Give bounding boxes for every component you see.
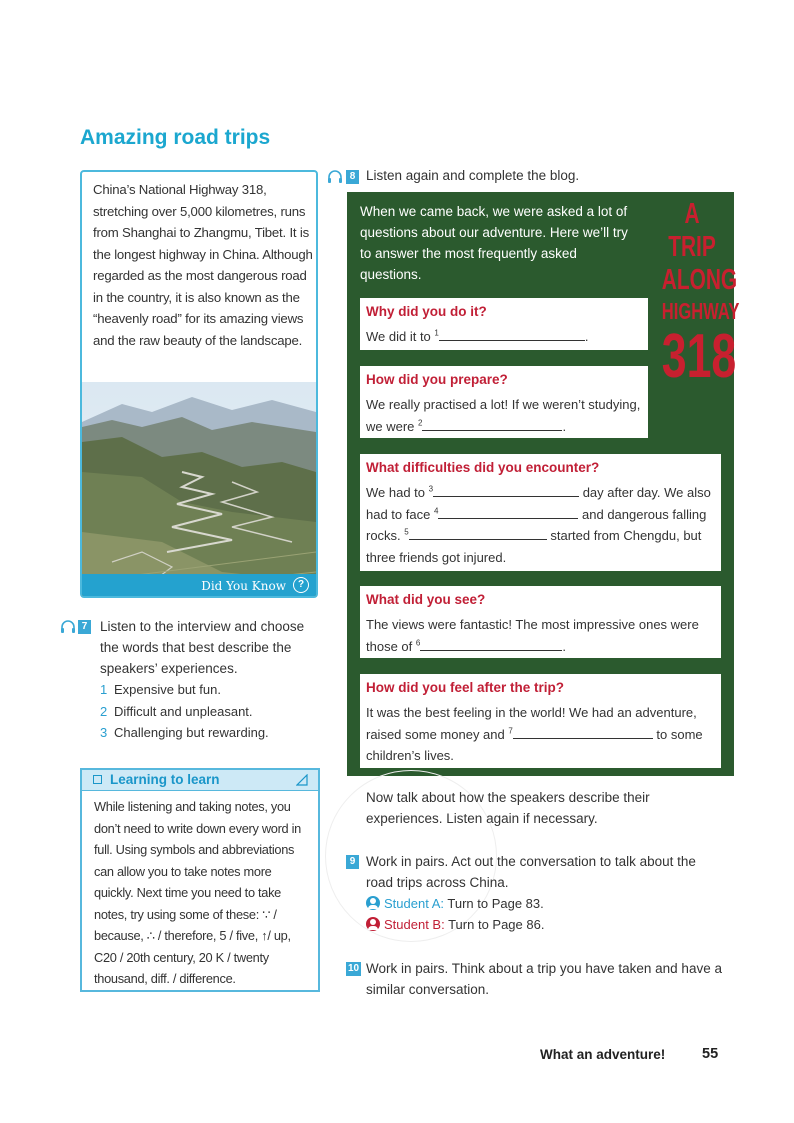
exercise-number-7: 7: [78, 620, 91, 634]
blank-1[interactable]: [439, 327, 585, 341]
exercise-number-9: 9: [346, 855, 359, 869]
exercise-7: [100, 616, 322, 744]
learning-to-learn-title: Learning to learn: [110, 772, 220, 787]
headphones-icon: [327, 170, 343, 184]
question-2: How did you prepare?: [366, 372, 508, 387]
question-1: Why did you do it?: [366, 304, 487, 319]
square-icon: [93, 775, 102, 784]
blank-4[interactable]: [438, 505, 578, 519]
student-a-label: Student A:: [384, 896, 444, 911]
did-you-know-label: Did You Know: [201, 579, 286, 593]
student-b-label: Student B:: [384, 917, 445, 932]
question-box-2: [360, 366, 648, 438]
exercise-10-instruction: Work in pairs. Think about a trip you have taken and have a similar conversation.: [366, 961, 722, 997]
question-box-5: [360, 674, 721, 768]
answer-4: The views were fantastic! The most impressive ones were those of $^6$ .: [366, 617, 699, 654]
did-you-know-text: China’s National Highway 318, stretching over 5,000 kilometres, runs from Shanghai to Zhangmu, Tibet. It is the longest highway in China. Although regarded as the most dangerous road in the country, it is also known as the “heavenly road” for its amazing views and the raw beauty of the landscape.: [93, 182, 313, 348]
question-box-3: [360, 454, 721, 571]
answer-5: It was the best feeling in the world! We had an adventure, raised some money and $^7$ to some children’s lives.: [366, 705, 703, 763]
question-5: How did you feel after the trip?: [366, 680, 565, 695]
question-circle-icon: ?: [293, 577, 309, 593]
learning-to-learn-box: [80, 768, 320, 992]
blank-3[interactable]: [433, 483, 579, 497]
highway-landscape-photo: [82, 382, 316, 598]
student-b-line: Student B: Turn to Page 86.: [366, 914, 726, 935]
exercise-8-instruction: Listen again and complete the blog.: [366, 168, 580, 183]
headphones-icon: [60, 620, 76, 634]
answer-3: We had to $^3$ day after day. We also had to face $^4$ and dangerous falling rocks. $^5$ started from Chengdu, but three friends got injured.: [366, 484, 711, 565]
option-1: 1 Expensive but fun.: [100, 682, 221, 697]
learning-to-learn-text: While listening and taking notes, you don’t need to write down every word in full. Using symbols and abbreviations can allow you to take notes more quickly. Next time you need to take notes, try using some of these: ∵ / because, ∴ / therefore, 5 / five, ↑/ up, C20 / 20th century, 20 K / twenty thousand, diff. / difference.: [94, 799, 301, 986]
option-2: 2 Difficult and unpleasant.: [100, 703, 253, 719]
question-box-4: [360, 586, 721, 658]
exercise-number-8: 8: [346, 170, 359, 184]
student-b-icon: [366, 917, 380, 931]
blog-panel: [347, 192, 740, 776]
blank-5[interactable]: [409, 526, 547, 540]
student-a-icon: [366, 896, 380, 910]
did-you-know-box: [80, 170, 318, 598]
blank-2[interactable]: [422, 417, 562, 431]
answer-1: We did it to $^1$ .: [366, 328, 589, 344]
question-4: What did you see?: [366, 592, 486, 607]
answer-2: We really practised a lot! If we weren’t studying, we were $^2$ .: [366, 397, 641, 434]
talk-instruction: Now talk about how the speakers describe their experiences. Listen again if necessary.: [366, 790, 650, 826]
blog-intro: When we came back, we were asked a lot of questions about our adventure. Here we’ll try to answer the most frequently asked questions.: [360, 204, 628, 282]
student-a-line: Student A: Turn to Page 83.: [366, 893, 726, 914]
blank-7[interactable]: [513, 725, 653, 739]
learning-to-learn-header: [82, 770, 318, 791]
corner-triangle-icon: [296, 774, 308, 786]
did-you-know-bar: [82, 574, 316, 596]
exercise-7-instruction: Listen to the interview and choose the words that best describe the speakers’ experiences.: [100, 619, 305, 676]
blog-title: A TRIP ALONG HIGHWAY 318: [661, 198, 740, 391]
option-3: 3 Challenging but rewarding.: [100, 725, 269, 740]
page-number: 55: [702, 1046, 719, 1062]
page-title: Amazing road trips: [80, 126, 271, 149]
question-box-1: [360, 298, 648, 350]
exercise-9-instruction: Work in pairs. Act out the conversation to talk about the road trips across China.: [366, 854, 696, 890]
question-3: What difficulties did you encounter?: [366, 460, 600, 475]
footer-unit-title: What an adventure!: [540, 1047, 666, 1062]
blank-6[interactable]: [420, 637, 562, 651]
exercise-number-10: 10: [347, 963, 360, 974]
exercise-9: [366, 851, 726, 935]
